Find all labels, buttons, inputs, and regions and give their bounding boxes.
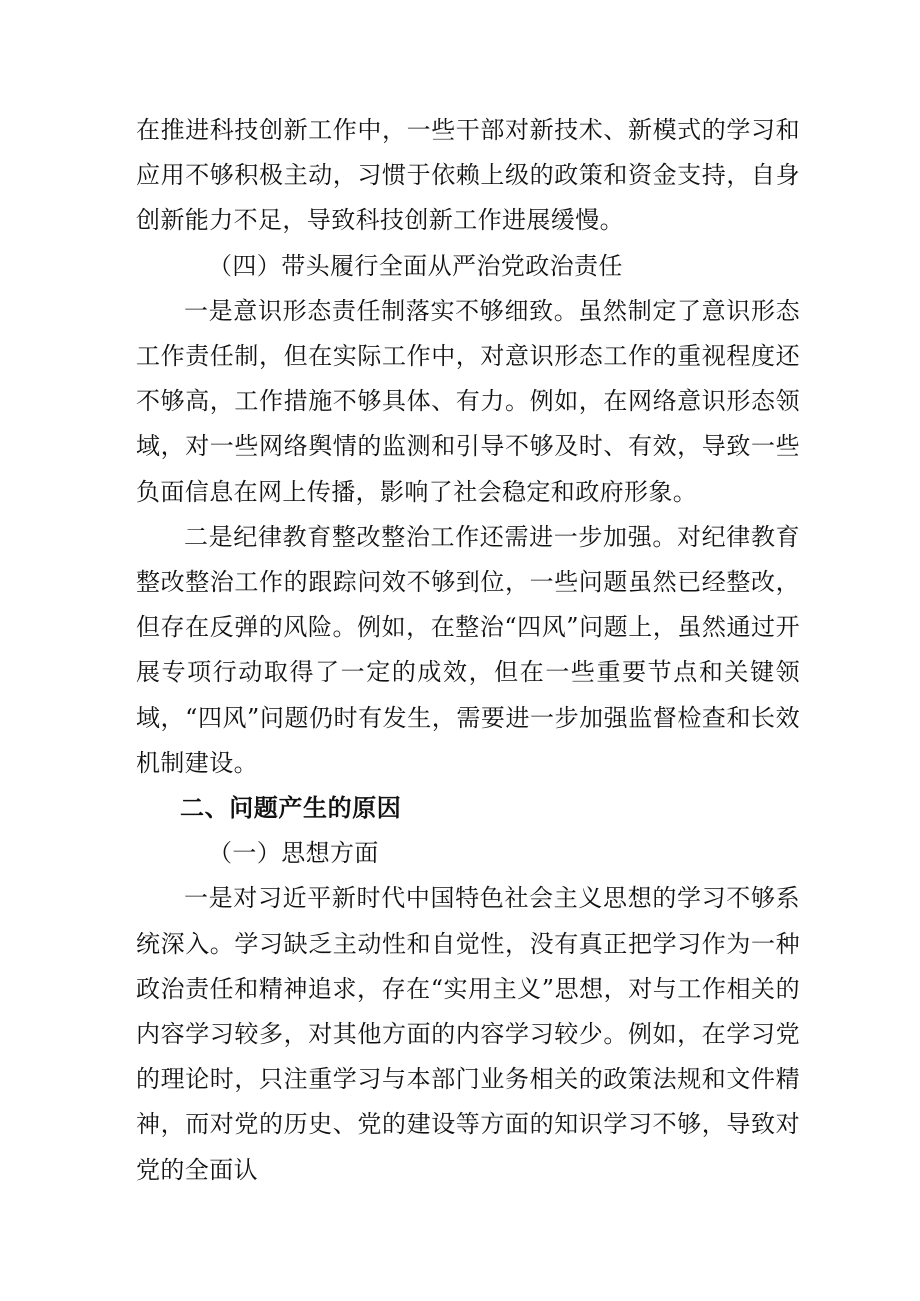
paragraph-continued: 在推进科技创新工作中，一些干部对新技术、新模式的学习和应用不够积极主动，习惯于依赖上级的政策和资金支持，自身创新能力不足，导致科技创新工作进展缓慢。 [136, 116, 800, 235]
paragraph-discipline: 二是纪律教育整改整治工作还需进一步加强。对纪律教育整改整治工作的跟踪问效不够到位，一些问题虽然已经整改，但存在反弹的风险。例如，在整治“四风”问题上，虽然通过开展专项行动取得了一定的成效，但在一些重要节点和关键领域，“四风”问题仍时有发生，需要进一步加强监督检查和长效机制建设。 [136, 522, 800, 777]
subheading-four: （四）带头履行全面从严治党政治责任 [208, 251, 623, 280]
paragraph-ideology: 一是意识形态责任制落实不够细致。虽然制定了意识形态工作责任制，但在实际工作中，对意识形态工作的重视程度还不够高，工作措施不够具体、有力。例如，在网络意识形态领域，对一些网络舆情的监测和引导不够及时、有效，导致一些负面信息在网上传播，影响了社会稳定和政府形象。 [136, 296, 800, 506]
section-heading-causes: 二、问题产生的原因 [180, 794, 402, 823]
paragraph-study: 一是对习近平新时代中国特色社会主义思想的学习不够系统深入。学习缺乏主动性和自觉性，没有真正把学习作为一种政治责任和精神追求，存在“实用主义”思想，对与工作相关的内容学习较多，对其他方面的内容学习较少。例如，在学习党的理论时，只注重学习与本部门业务相关的政策法规和文件精神，而对党的历史、党的建设等方面的知识学习不够，导致对党的全面认 [136, 884, 800, 1184]
document-body [136, 108, 800, 1193]
subheading-thought: （一）思想方面 [208, 839, 379, 868]
